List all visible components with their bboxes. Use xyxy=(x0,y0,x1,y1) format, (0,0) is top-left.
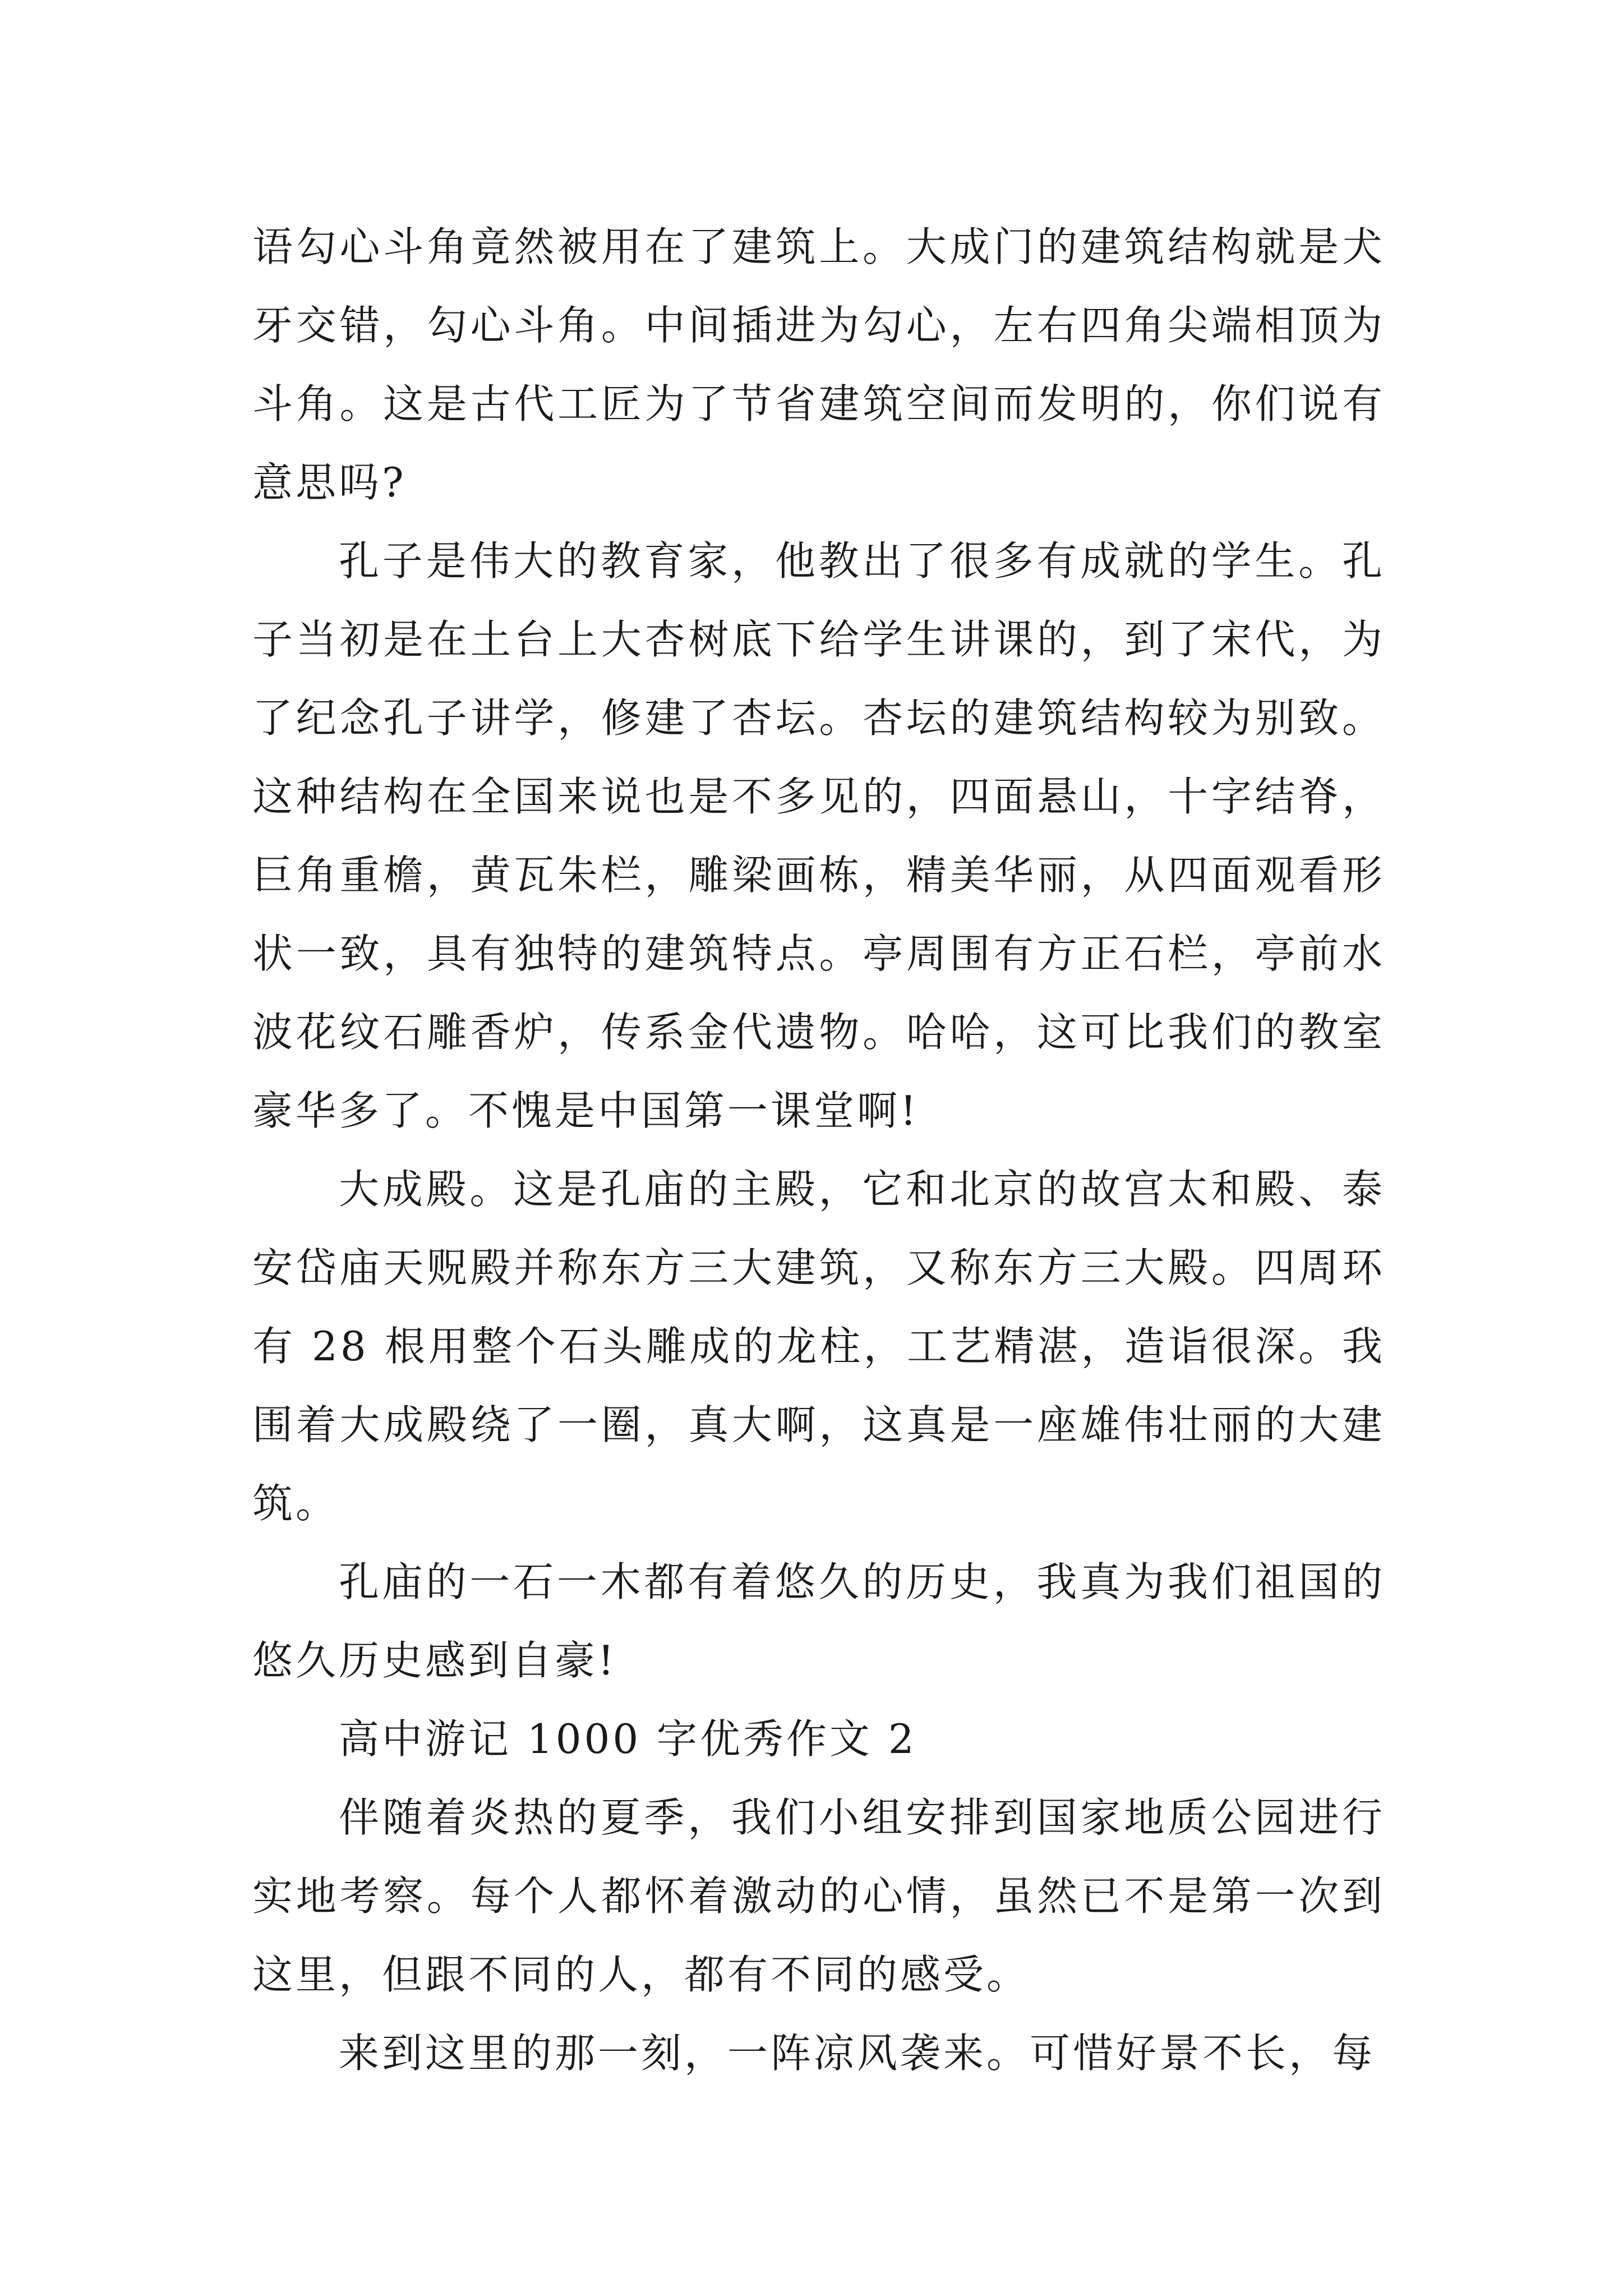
paragraph-continued: 语勾心斗角竟然被用在了建筑上。大成门的建筑结构就是犬牙交错，勾心斗角。中间插进为勾心，左右四角尖端相顶为斗角。这是古代工匠为了节省建筑空间而发明的，你们说有意思吗? xyxy=(252,223,1385,506)
paragraph-conclusion: 孔庙的一石一木都有着悠久的历史，我真为我们祖国的悠久历史感到自豪! xyxy=(252,1558,1385,1684)
paragraph-arrival: 来到这里的那一刻，一阵凉风袭来。可惜好景不长，每 xyxy=(339,2030,1376,2077)
article-body xyxy=(252,208,1385,2092)
paragraph-apricot-altar: 孔子是伟大的教育家，他教出了很多有成就的学生。孔子当初是在土台上大杏树底下给学生讲课的，到了宋代，为了纪念孔子讲学，修建了杏坛。杏坛的建筑结构较为别致。这种结构在全国来说也是不多见的，四面悬山，十字结脊，巨角重檐，黄瓦朱栏，雕梁画栋，精美华丽，从四面观看形状一致，具有独特的建筑特点。亭周围有方正石栏，亭前水波花纹石雕香炉，传系金代遗物。哈哈，这可比我们的教室豪华多了。不愧是中国第一课堂啊! xyxy=(252,537,1385,1134)
paragraph-summer-trip: 伴随着炎热的夏季，我们小组安排到国家地质公园进行实地考察。每个人都怀着激动的心情，虽然已不是第一次到这里，但跟不同的人，都有不同的感受。 xyxy=(252,1794,1385,1998)
paragraph-dacheng-hall: 大成殿。这是孔庙的主殿，它和北京的故宫太和殿、泰安岱庙天贶殿并称东方三大建筑，又称东方三大殿。四周环有 28 根用整个石头雕成的龙柱，工艺精湛，造诣很深。我围着大成殿绕了一圈，真大啊，这真是一座雄伟壮丽的大建筑。 xyxy=(252,1166,1385,1527)
essay-heading: 高中游记 1000 字优秀作文 2 xyxy=(339,1715,917,1763)
